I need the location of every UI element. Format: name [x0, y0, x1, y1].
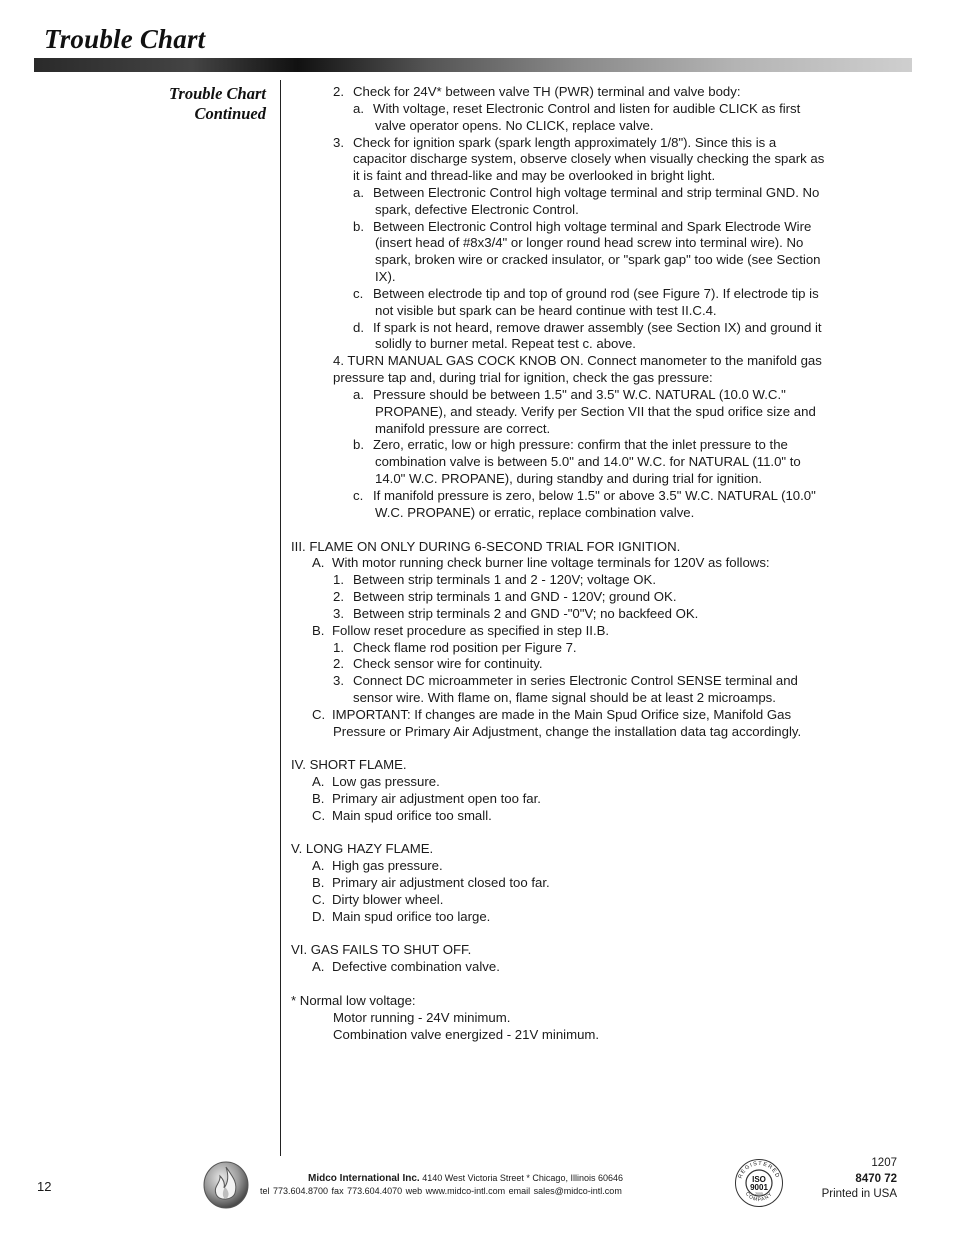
list-marker: c.	[353, 286, 364, 301]
line-text: III. FLAME ON ONLY DURING 6-SECOND TRIAL FOR IGNITION.	[291, 539, 681, 554]
line-text: PROPANE), and steady. Verify per Section VII that the spud orifice size and	[375, 404, 816, 419]
text-line	[312, 707, 791, 724]
line-text: Follow reset procedure as specified in step II.B.	[332, 623, 610, 638]
text-line	[353, 286, 819, 303]
list-marker: A.	[312, 959, 325, 974]
text-line	[291, 841, 433, 858]
line-text: pressure tap and, during trial for ignition, check the gas pressure:	[333, 370, 713, 385]
line-text: Primary air adjustment closed too far.	[332, 875, 550, 890]
line-text: Primary air adjustment open too far.	[332, 791, 541, 806]
flame-logo-icon	[203, 1161, 249, 1209]
iso-number-text: 9001	[750, 1183, 768, 1192]
text-line	[312, 791, 541, 808]
company-address-line	[308, 1173, 623, 1184]
line-text: If spark is not heard, remove drawer assembly (see Section IX) and ground it	[373, 320, 822, 335]
text-line	[353, 320, 822, 337]
text-line	[291, 942, 471, 959]
text-line	[353, 387, 786, 404]
line-text: If manifold pressure is zero, below 1.5" or above 3.5" W.C. NATURAL (10.0"	[373, 488, 816, 503]
line-text: Pressure or Primary Air Adjustment, change the installation data tag accordingly.	[333, 724, 802, 739]
section-heading-line2: Continued	[194, 104, 266, 123]
company-contact: tel 773.604.8700 fax 773.604.4070 web www.midco-intl.com email sales@midco-intl.com	[260, 1186, 622, 1196]
line-text: Between strip terminals 1 and 2 - 120V; voltage OK.	[353, 572, 656, 587]
line-text: solidly to burner metal. Repeat test c. above.	[375, 336, 636, 351]
text-line	[353, 437, 788, 454]
text-line	[375, 269, 396, 286]
list-marker: D.	[312, 909, 326, 924]
line-text: Defective combination valve.	[332, 959, 500, 974]
line-text: IV. SHORT FLAME.	[291, 757, 407, 772]
list-marker: 3.	[333, 673, 344, 688]
list-marker: B.	[312, 875, 325, 890]
iso-year-text: 2000	[755, 1192, 763, 1196]
text-line	[312, 774, 440, 791]
text-line	[312, 909, 490, 926]
text-line	[333, 572, 656, 589]
line-text: Main spud orifice too large.	[332, 909, 491, 924]
text-line	[333, 1027, 599, 1044]
line-text: (insert head of #8x3/4" or longer round head screw into terminal wire). No	[375, 235, 804, 250]
text-line	[375, 505, 694, 522]
company-address: 4140 West Victoria Street * Chicago, Illinois 60646	[422, 1173, 623, 1183]
text-line	[375, 404, 816, 421]
line-text: manifold pressure are correct.	[375, 421, 551, 436]
list-marker: C.	[312, 808, 326, 823]
text-line	[375, 252, 821, 269]
text-line	[353, 168, 715, 185]
list-marker: d.	[353, 320, 364, 335]
document-date: 1207	[871, 1157, 897, 1169]
line-text: Between strip terminals 1 and GND - 120V; ground OK.	[353, 589, 677, 604]
text-line	[375, 471, 762, 488]
line-text: Between Electronic Control high voltage terminal and Spark Electrode Wire	[373, 219, 812, 234]
list-marker: A.	[312, 858, 325, 873]
text-line	[333, 724, 801, 741]
text-line	[333, 135, 776, 152]
list-marker: a.	[353, 387, 364, 402]
text-line	[375, 303, 717, 320]
line-text: combination valve is between 5.0" and 14.0" W.C. for NATURAL (11.0" to	[375, 454, 801, 469]
list-marker: A.	[312, 774, 325, 789]
document-info	[822, 1156, 897, 1203]
line-text: Combination valve energized - 21V minimum.	[333, 1027, 600, 1042]
line-text: Between electrode tip and top of ground rod (see Figure 7). If electrode tip is	[373, 286, 819, 301]
text-line	[333, 84, 741, 101]
text-line	[312, 858, 443, 875]
text-line	[333, 589, 677, 606]
column-divider	[280, 80, 281, 1156]
printed-in: Printed in USA	[821, 1188, 897, 1200]
text-line	[333, 673, 798, 690]
line-text: With motor running check burner line voltage terminals for 120V as follows:	[332, 555, 770, 570]
line-text: capacitor discharge system, observe closely when visually checking the spark as	[353, 151, 825, 166]
line-text: IMPORTANT: If changes are made in the Main Spud Orifice size, Manifold Gas	[332, 707, 792, 722]
text-line	[375, 454, 801, 471]
line-text: V. LONG HAZY FLAME.	[291, 841, 434, 856]
text-line	[333, 370, 713, 387]
text-line	[353, 690, 776, 707]
line-text: Between Electronic Control high voltage terminal and strip terminal GND. No	[373, 185, 820, 200]
line-text: Pressure should be between 1.5" and 3.5" W.C. NATURAL (10.0 W.C."	[373, 387, 786, 402]
text-line	[312, 808, 492, 825]
text-line	[333, 1010, 510, 1027]
text-line	[353, 219, 811, 236]
line-text: IX).	[375, 269, 396, 284]
text-line	[291, 993, 416, 1010]
list-marker: c.	[353, 488, 364, 503]
line-text: Main spud orifice too small.	[332, 808, 492, 823]
line-text: High gas pressure.	[332, 858, 443, 873]
line-text: spark, defective Electronic Control.	[375, 202, 579, 217]
title-gradient-bar	[34, 58, 912, 72]
text-line	[312, 623, 609, 640]
text-line	[312, 959, 500, 976]
section-heading-line1: Trouble Chart	[168, 84, 266, 103]
page-title: Trouble Chart	[44, 24, 206, 54]
list-marker: 2.	[333, 589, 344, 604]
line-text: 14.0" W.C. PROPANE), during standby and during trial for ignition.	[375, 471, 763, 486]
line-text: Check sensor wire for continuity.	[353, 656, 543, 671]
list-marker: A.	[312, 555, 325, 570]
line-text: Motor running - 24V minimum.	[333, 1010, 511, 1025]
line-text: Connect DC microammeter in series Electronic Control SENSE terminal and	[353, 673, 798, 688]
list-marker: b.	[353, 219, 364, 234]
line-text: W.C. PROPANE) or erratic, replace combination valve.	[375, 505, 695, 520]
iso-company-text: COMPANY	[743, 1191, 775, 1204]
line-text: Check for 24V* between valve TH (PWR) terminal and valve body:	[353, 84, 741, 99]
list-marker: a.	[353, 101, 364, 116]
list-marker: 1.	[333, 572, 344, 587]
line-text: not visible but spark can be heard continue with test II.C.4.	[375, 303, 717, 318]
line-text: Dirty blower wheel.	[332, 892, 444, 907]
list-marker: a.	[353, 185, 364, 200]
line-text: Between strip terminals 2 and GND -"0"V; no backfeed OK.	[353, 606, 699, 621]
line-text: Check flame rod position per Figure 7.	[353, 640, 577, 655]
company-name: Midco International Inc.	[308, 1173, 420, 1184]
line-text: * Normal low voltage:	[291, 993, 416, 1008]
text-line	[333, 640, 577, 657]
line-text: valve operator opens. No CLICK, replace valve.	[375, 118, 654, 133]
line-text: With voltage, reset Electronic Control and listen for audible CLICK as first	[373, 101, 801, 116]
list-marker: C.	[312, 707, 326, 722]
text-line	[312, 892, 443, 909]
list-marker: 1.	[333, 640, 344, 655]
text-line	[333, 606, 698, 623]
iso-text: ISO	[752, 1175, 766, 1184]
line-text: spark, broken wire or cracked insulator, or "spark gap" too wide (see Section	[375, 252, 821, 267]
text-line	[353, 488, 816, 505]
line-text: sensor wire. With flame on, flame signal should be at least 2 microamps.	[353, 690, 776, 705]
text-line	[333, 353, 822, 370]
line-text: Check for ignition spark (spark length approximately 1/8"). Since this is a	[353, 135, 777, 150]
text-line	[375, 421, 550, 438]
iso-registered-text: REGISTERED	[737, 1160, 781, 1180]
text-line	[291, 539, 680, 556]
text-line	[375, 235, 803, 252]
section-heading	[120, 84, 266, 124]
list-marker: B.	[312, 791, 325, 806]
text-line	[353, 185, 819, 202]
line-text: Zero, erratic, low or high pressure: confirm that the inlet pressure to the	[373, 437, 788, 452]
list-marker: b.	[353, 437, 364, 452]
list-marker: 3.	[333, 135, 344, 150]
text-line	[353, 101, 800, 118]
line-text: Low gas pressure.	[332, 774, 440, 789]
page-number: 12	[37, 1179, 52, 1194]
line-text: it is faint and thread-like and may be overlooked in bright light.	[353, 168, 716, 183]
list-marker: 3.	[333, 606, 344, 621]
list-marker: 2.	[333, 84, 344, 99]
line-text: VI. GAS FAILS TO SHUT OFF.	[291, 942, 472, 957]
text-line	[312, 875, 550, 892]
text-line	[353, 151, 824, 168]
list-marker: 2.	[333, 656, 344, 671]
text-line	[312, 555, 770, 572]
list-marker: B.	[312, 623, 325, 638]
list-marker: C.	[312, 892, 326, 907]
line-text: 4. TURN MANUAL GAS COCK KNOB ON. Connect manometer to the manifold gas	[333, 353, 822, 368]
text-line	[375, 336, 636, 353]
document-number: 8470 72	[855, 1172, 897, 1185]
text-line	[375, 118, 654, 135]
iso-9001-seal-icon	[734, 1158, 784, 1208]
text-line	[375, 202, 579, 219]
text-line	[291, 757, 407, 774]
text-line	[333, 656, 543, 673]
